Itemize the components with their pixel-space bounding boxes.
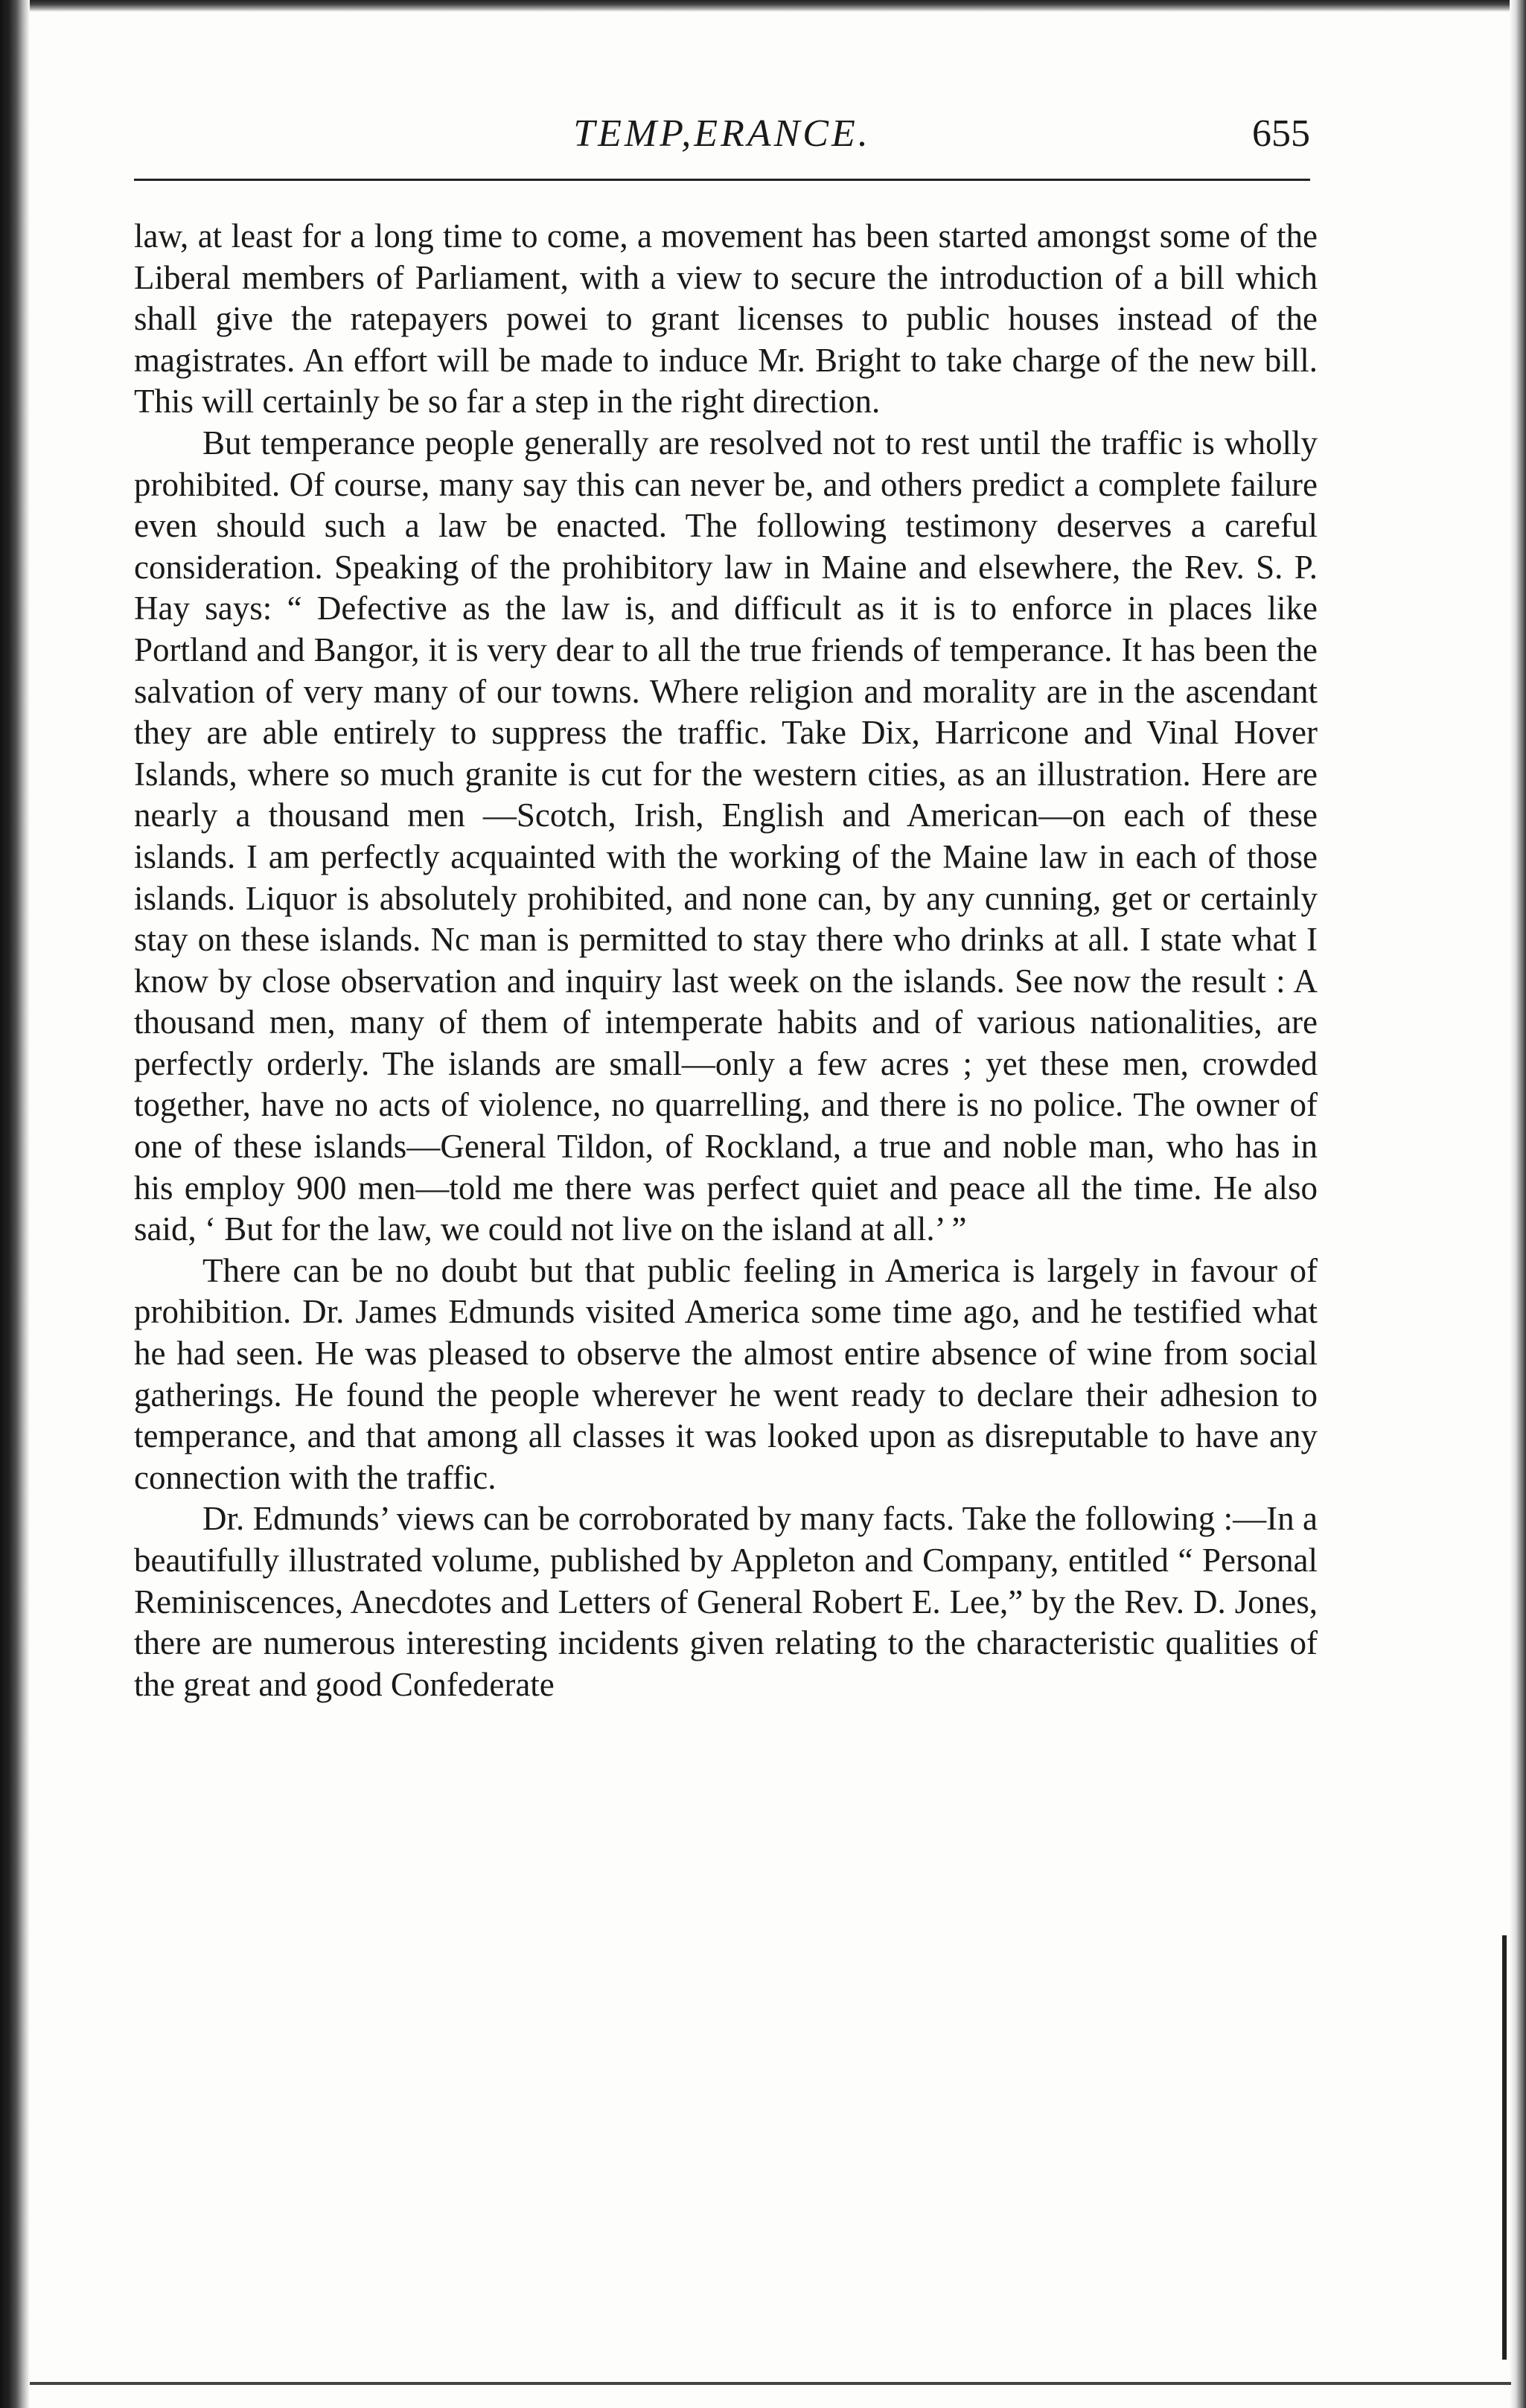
page-header bbox=[134, 104, 1310, 164]
running-title: TEMP,ERANCE. bbox=[573, 112, 871, 155]
paragraph-3: There can be no doubt but that public feeling in America is largely in favour of prohibition. Dr. James Edmunds visited America some time ago, and he testified what he had seen. He was pleased to observe the almost entire absence of wine from social gatherings. He found the people wherever he went ready to declare their adhesion to temperance, and that among all classes it was looked upon as disreputable to have any connection with the traffic. bbox=[134, 1251, 1318, 1496]
paragraph-2: But temperance people generally are resolved not to rest until the traffic is wholly prohibited. Of course, many say this can never be, and others predict a complete failure even should such a law be enacted. The following testimony deserves a careful consideration. Speaking of the prohibitory law in Maine and elsewhere, the Rev. S. P. Hay says: “ Defective as the law is, and difficult as it is to enforce in places like Portland and Bangor, it is very dear to all the true friends of temperance. It has been the salvation of very many of our towns. Where religion and morality are in the ascendant they are able entirely to suppress the traffic. Take Dix, Harricone and Vinal Hover Islands, where so much granite is cut for the western cities, as an illustration. Here are nearly a thousand men —Scotch, Irish, English and American—on each of these islands. I am perfectly acquainted with the working of the Maine law in each of those islands. Liquor is absolutely prohibited, and none can, by any cunning, get or certainly stay on these islands. Nc man is permitted to stay there who drinks at all. I state what I know by close observation and inquiry last week on the islands. See now the result : A thousand men, many of them of intemperate habits and of various nationalities, are perfectly orderly. The islands are small—only a few acres ; yet these men, crowded together, have no acts of violence, no quarrelling, and there is no police. The owner of one of these islands—General Tildon, of Rockland, a true and noble man, who has in his employ 900 men—told me there was perfect quiet and peace all the time. He also said, ‘ But for the law, we could not live on the island at all.’ ” bbox=[134, 424, 1318, 1248]
body-text bbox=[134, 216, 1318, 1705]
scan-binding-edge bbox=[0, 0, 30, 2408]
scan-top-edge bbox=[0, 0, 1526, 12]
header-rule bbox=[134, 179, 1310, 181]
page-number: 655 bbox=[1252, 112, 1310, 155]
scan-bottom-edge bbox=[30, 2382, 1511, 2385]
paragraph-1: law, at least for a long time to come, a movement has been started amongst some of the Liberal members of Parliament, with a view to secure the introduction of a bill which shall give the ratepayers powei to grant licenses to public houses instead of the magistrates. An effort will be made to induce Mr. Bright to take charge of the new bill. This will certainly be so far a step in the right direction. bbox=[134, 217, 1318, 421]
scan-right-edge bbox=[1510, 0, 1526, 2408]
paragraph-4: Dr. Edmunds’ views can be corroborated by many facts. Take the following :—In a beautifully illustrated volume, published by Appleton and Company, entitled “ Personal Reminiscences, Anecdotes and Letters of General Robert E. Lee,” by the Rev. D. Jones, there are numerous interesting incidents given relating to the characteristic qualities of the great and good Confederate bbox=[134, 1500, 1318, 1703]
scan-right-margin-mark bbox=[1502, 1935, 1507, 2360]
